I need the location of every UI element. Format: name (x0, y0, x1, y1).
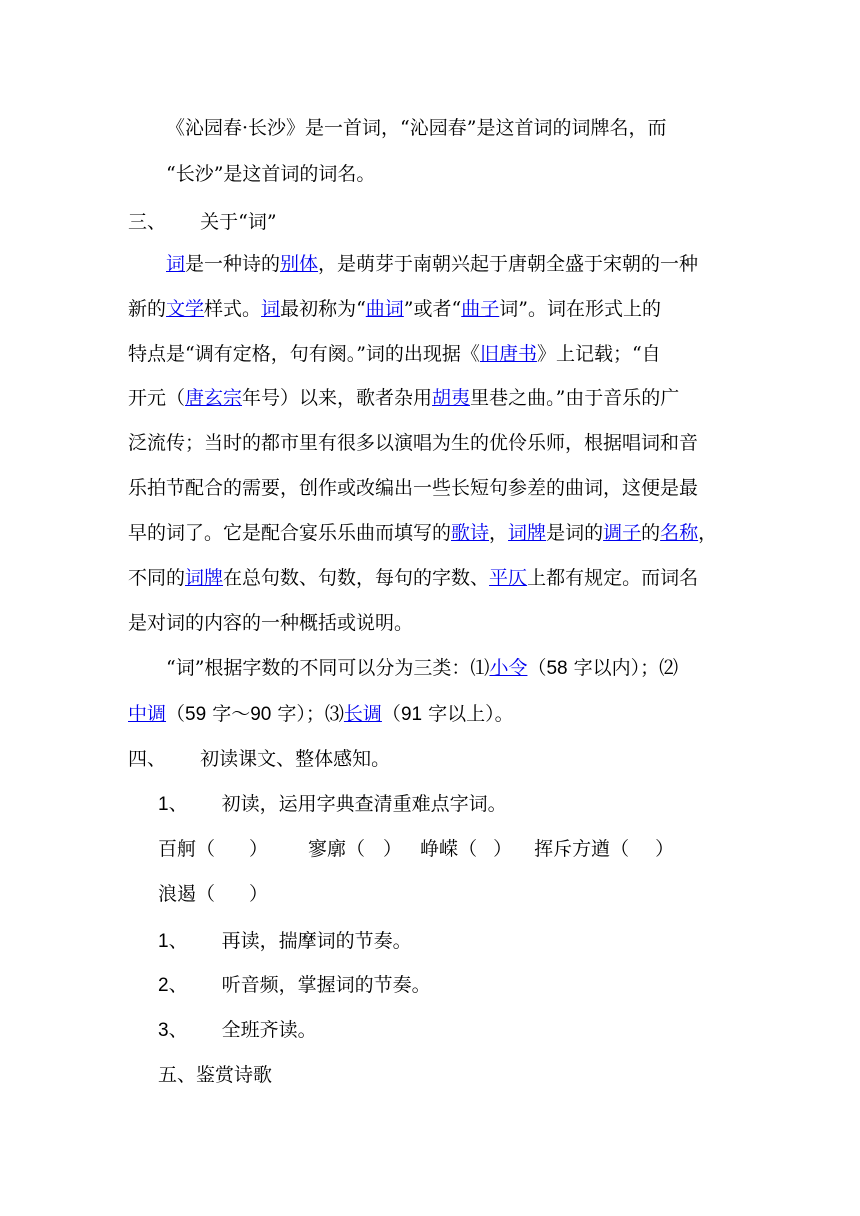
text: 在总句数、句数，每句的字数、 (223, 567, 490, 589)
text: 年号）以来，歌者杂用 (242, 387, 433, 409)
para2-line6: 乐拍节配合的需要，创作或改编出一些长短句参差的曲词，这便是最 (128, 477, 699, 499)
link-bieti[interactable]: 别体 (280, 253, 319, 275)
para2-line9: 是对词的内容的一种概括或说明。 (128, 612, 414, 634)
item-number: 2、 (158, 975, 188, 996)
para2-line7 (128, 521, 717, 545)
vocab-bracket: ） (249, 838, 269, 860)
text: ，是萌芽于南朝兴起于唐朝全盛于宋朝的一种 (318, 253, 699, 275)
vocab-bracket: ） (249, 883, 269, 905)
text: 词”。词在形式上的 (499, 298, 661, 320)
list-item (158, 973, 431, 997)
vocab-line (158, 837, 674, 861)
section3-title: 关于“词” (200, 211, 277, 233)
vocab-bracket: ） (383, 838, 403, 860)
section3-number: 三、 (128, 211, 167, 233)
item-text: 再读，揣摩词的节奏。 (221, 930, 412, 952)
para2-line1 (166, 252, 698, 276)
number: 58 (546, 658, 568, 679)
text: 字以内）；⑵ (567, 657, 679, 679)
vocab-word: 挥斥方遒（ (534, 838, 630, 860)
text: （ (166, 703, 186, 725)
vocab-word: 百舸（ (158, 838, 216, 860)
link-ci[interactable]: 词 (166, 253, 186, 275)
list-item (158, 792, 507, 816)
number: 90 (250, 704, 272, 725)
para3-line1 (166, 656, 678, 680)
number: 59 (185, 704, 207, 725)
number: 91 (400, 704, 423, 725)
link-ci-2[interactable]: 词 (261, 298, 281, 320)
section4-heading (128, 747, 390, 771)
para3-line2 (128, 702, 514, 726)
link-quci[interactable]: 曲词 (365, 298, 404, 320)
list-item (158, 929, 412, 953)
section3-heading (128, 210, 277, 234)
para2-line8 (128, 566, 698, 590)
link-diaozi[interactable]: 调子 (603, 522, 642, 544)
link-cipai[interactable]: 词牌 (508, 522, 547, 544)
list-item (158, 1018, 317, 1042)
text: 里巷之曲。”由于音乐的广 (470, 387, 680, 409)
vocab-line-2 (158, 882, 268, 906)
text: ， (489, 522, 509, 544)
text: 上都有规定。而词名 (527, 567, 699, 589)
para2-line4 (128, 386, 679, 410)
section4-title: 初读课文、整体感知。 (200, 748, 391, 770)
vocab-bracket: ） (493, 838, 513, 860)
text: “词”根据字数的不同可以分为三类：⑴ (166, 657, 490, 679)
item-text: 听音频，掌握词的节奏。 (221, 974, 431, 996)
para1-line2: “长沙”是这首词的词名。 (166, 163, 376, 185)
text: （ (381, 703, 401, 725)
link-mingcheng[interactable]: 名称 (660, 522, 699, 544)
text: 样式。 (204, 298, 262, 320)
text: 是一种诗的 (185, 253, 281, 275)
link-tangxuanzong[interactable]: 唐玄宗 (185, 387, 243, 409)
section5-heading: 五、鉴赏诗歌 (158, 1064, 273, 1086)
text: 早的词了。它是配合宴乐乐曲而填写的 (128, 522, 452, 544)
link-jiutangshu[interactable]: 旧唐书 (479, 343, 537, 365)
text: 字～ (206, 703, 251, 725)
text: 特点是“调有定格，句有阕。”词的出现据《 (128, 343, 480, 365)
link-xiaoling[interactable]: 小令 (489, 657, 528, 679)
link-geshi[interactable]: 歌诗 (451, 522, 490, 544)
para2-line5: 泛流传；当时的都市里有很多以演唱为生的优伶乐师，根据唱词和音 (128, 432, 699, 454)
text: 新的 (128, 298, 167, 320)
text: ”或者“ (403, 298, 462, 320)
text: ， (698, 522, 718, 544)
link-wenxue[interactable]: 文学 (166, 298, 205, 320)
vocab-word: 浪遏（ (158, 883, 216, 905)
para2-line2 (128, 297, 661, 321)
vocab-word: 峥嵘（ (420, 838, 478, 860)
vocab-bracket: ） (655, 838, 675, 860)
section4-number: 四、 (128, 748, 167, 770)
text: 字以上）。 (422, 703, 514, 725)
link-changdiao[interactable]: 长调 (343, 703, 382, 725)
item-number: 1、 (158, 931, 188, 952)
text: 不同的 (128, 567, 186, 589)
text: 的 (641, 522, 661, 544)
item-text: 初读，运用字典查清重难点字词。 (221, 793, 507, 815)
item-text: 全班齐读。 (221, 1019, 317, 1041)
link-pingze[interactable]: 平仄 (489, 567, 528, 589)
link-quzi[interactable]: 曲子 (461, 298, 500, 320)
vocab-word: 寥廓（ (308, 838, 366, 860)
para1-line1: 《沁园春·长沙》是一首词，“沁园春”是这首词的词牌名，而 (166, 117, 667, 139)
text: 最初称为“ (280, 298, 366, 320)
text: （ (527, 657, 547, 679)
text: 是词的 (546, 522, 604, 544)
link-huyi[interactable]: 胡夷 (432, 387, 471, 409)
text: 开元（ (128, 387, 186, 409)
text: 》上记载；“自 (536, 343, 661, 365)
link-cipai-2[interactable]: 词牌 (185, 567, 224, 589)
item-number: 1、 (158, 794, 188, 815)
item-number: 3、 (158, 1020, 188, 1041)
para2-line3 (128, 342, 661, 366)
text: 字）；⑶ (271, 703, 344, 725)
link-zhongdiao[interactable]: 中调 (128, 703, 167, 725)
